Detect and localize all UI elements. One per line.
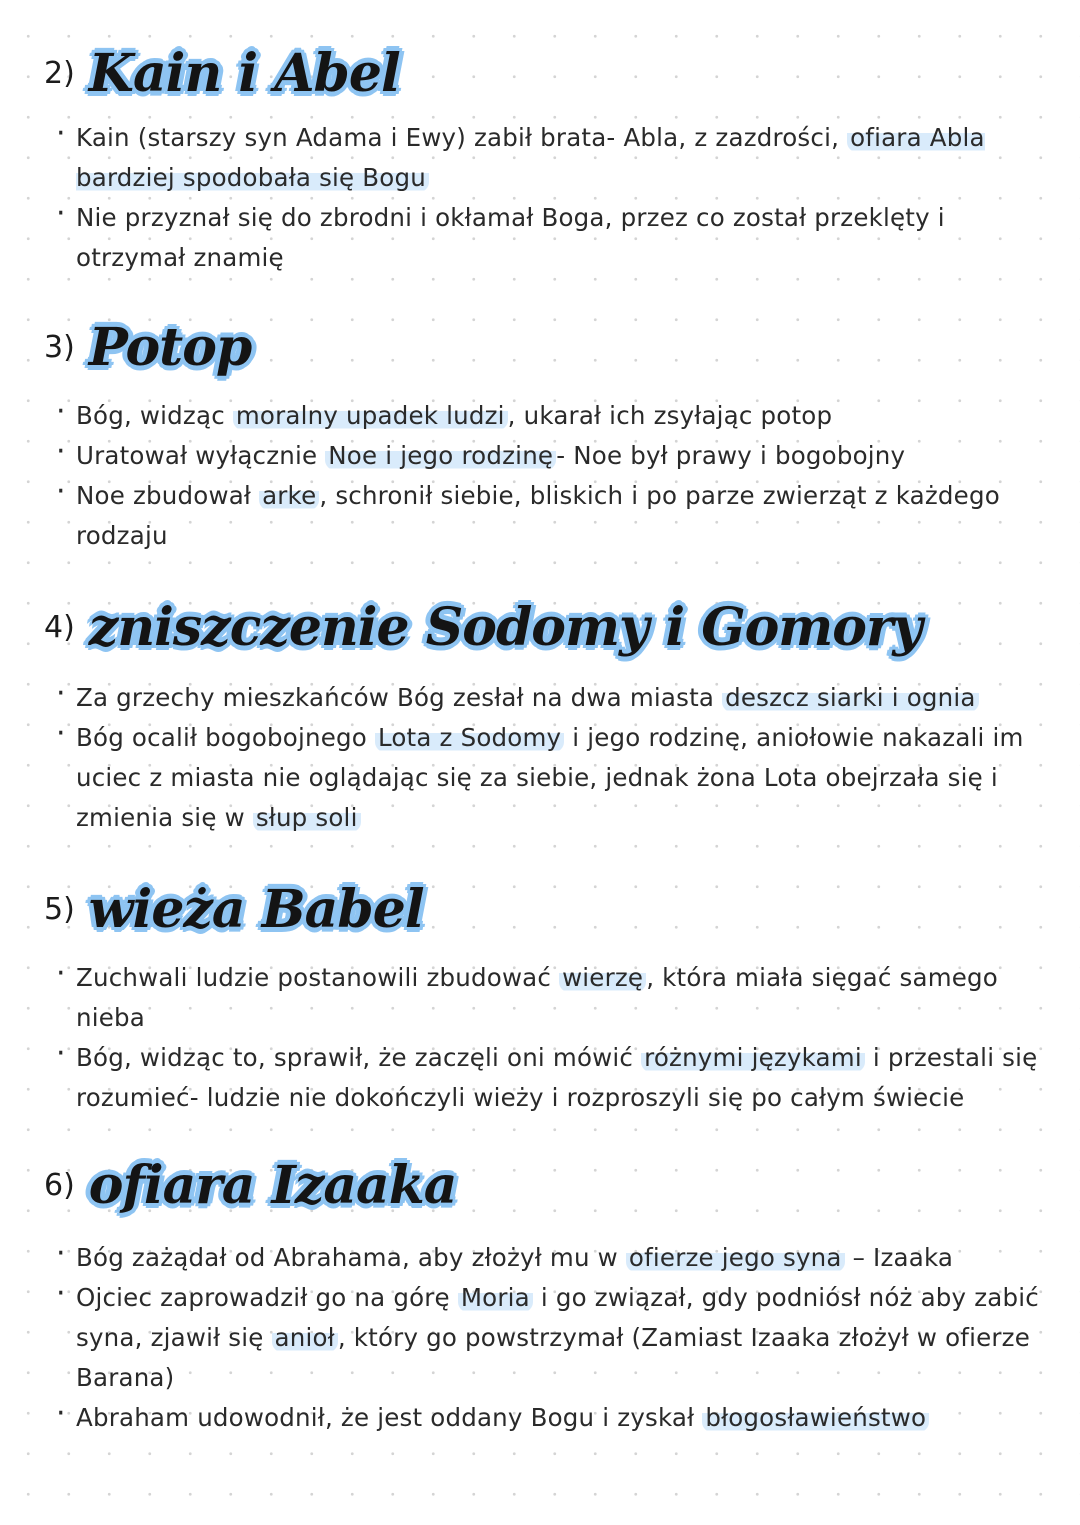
highlighted-phrase: arke <box>259 481 319 510</box>
bullet-text: - Noe był prawy i bogobojny <box>556 441 906 470</box>
bullet-text: , schronił siebie, bliskich i po parze zwierząt z każdego rodzaju <box>76 481 1000 550</box>
highlighted-phrase: słup soli <box>253 803 361 832</box>
bullet-item <box>56 678 1046 718</box>
bullet-list <box>56 1238 1046 1438</box>
section-heading <box>44 592 922 662</box>
bullet-text: – Izaaka <box>844 1243 954 1272</box>
bullet-text: , która miała sięgać samego nieba <box>76 963 998 1032</box>
section-heading <box>44 312 251 382</box>
section-title: ofiara Izaaka <box>88 1154 457 1216</box>
bullet-text: i go związał, gdy podniósł nóż aby zabić syna, zjawił się <box>76 1283 1039 1352</box>
bullet-text: Bóg zażądał od Abrahama, aby złożył mu w <box>76 1243 626 1272</box>
section-heading <box>44 874 424 944</box>
section-number: 4) <box>44 609 75 645</box>
bullet-text: , ukarał ich zsyłając potop <box>507 401 833 430</box>
section-number: 5) <box>44 891 75 927</box>
highlighted-phrase: ofierze jego syna <box>626 1243 845 1272</box>
highlighted-phrase: ofiara Abla bardziej spodobała się Bogu <box>76 123 985 192</box>
bullet-text: Abraham udowodnił, że jest oddany Bogu i zyskał <box>76 1403 703 1432</box>
highlighted-phrase: Noe i jego rodzinę <box>325 441 556 470</box>
bullet-list <box>56 396 1046 556</box>
bullet-list <box>56 958 1046 1118</box>
highlighted-phrase: Moria <box>458 1283 533 1312</box>
highlighted-phrase: anioł <box>272 1323 338 1352</box>
bullet-text: Bóg, widząc to, sprawił, że zaczęli oni mówić <box>76 1043 642 1072</box>
bullet-item <box>56 396 1046 436</box>
bullet-item <box>56 476 1046 556</box>
highlighted-phrase: wierzę <box>559 963 646 992</box>
bullet-item <box>56 958 1046 1038</box>
bullet-text: Nie przyznał się do zbrodni i okłamał Boga, przez co został przeklęty i otrzymał znamię <box>76 203 945 272</box>
bullet-text: i przestali się rozumieć- ludzie nie dokończyli wieży i rozproszyli się po całym świecie <box>76 1043 1038 1112</box>
bullet-text: Za grzechy mieszkańców Bóg zesłał na dwa miasta <box>76 683 723 712</box>
bullet-item <box>56 436 1046 476</box>
section-number: 3) <box>44 329 75 365</box>
bullet-text: Bóg ocalił bogobojnego <box>76 723 375 752</box>
bullet-text: Ojciec zaprowadził go na górę <box>76 1283 458 1312</box>
bullet-text: i jego rodzinę, aniołowie nakazali im uciec z miasta nie oglądając się za siebie, jednak żona Lota obejrzała się i zmienia się w <box>76 723 1024 832</box>
bullet-text: Uratował wyłącznie <box>76 441 326 470</box>
highlighted-phrase: różnymi językami <box>641 1043 865 1072</box>
bullet-item <box>56 1038 1046 1118</box>
section-number: 6) <box>44 1167 75 1203</box>
bullet-item <box>56 1398 1046 1438</box>
section-heading <box>44 1150 456 1220</box>
highlighted-phrase: Lota z Sodomy <box>375 723 564 752</box>
bullet-text: Zuchwali ludzie postanowili zbudować <box>76 963 560 992</box>
bullet-text: Noe zbudował <box>76 481 260 510</box>
bullet-item <box>56 1238 1046 1278</box>
section-number: 2) <box>44 55 75 91</box>
bullet-text: Kain (starszy syn Adama i Ewy) zabił brata- Abla, z zazdrości, <box>76 123 848 152</box>
highlighted-phrase: moralny upadek ludzi <box>233 401 508 430</box>
section-title: wieża Babel <box>88 878 424 940</box>
section-heading <box>44 38 400 108</box>
bullet-list <box>56 678 1046 838</box>
highlighted-phrase: błogosławieństwo <box>702 1403 929 1432</box>
highlighted-phrase: deszcz siarki i ognia <box>722 683 979 712</box>
bullet-item <box>56 718 1046 838</box>
bullet-text: , który go powstrzymał (Zamiast Izaaka złożył w ofierze Barana) <box>76 1323 1030 1392</box>
bullet-text: Bóg, widząc <box>76 401 233 430</box>
section-title: Potop <box>88 316 252 378</box>
bullet-list <box>56 118 1046 278</box>
section-title: Kain i Abel <box>88 42 400 104</box>
bullet-item <box>56 1278 1046 1398</box>
section-title: zniszczenie Sodomy i Gomory <box>88 596 922 658</box>
bullet-item <box>56 198 1046 278</box>
bullet-item <box>56 118 1046 198</box>
